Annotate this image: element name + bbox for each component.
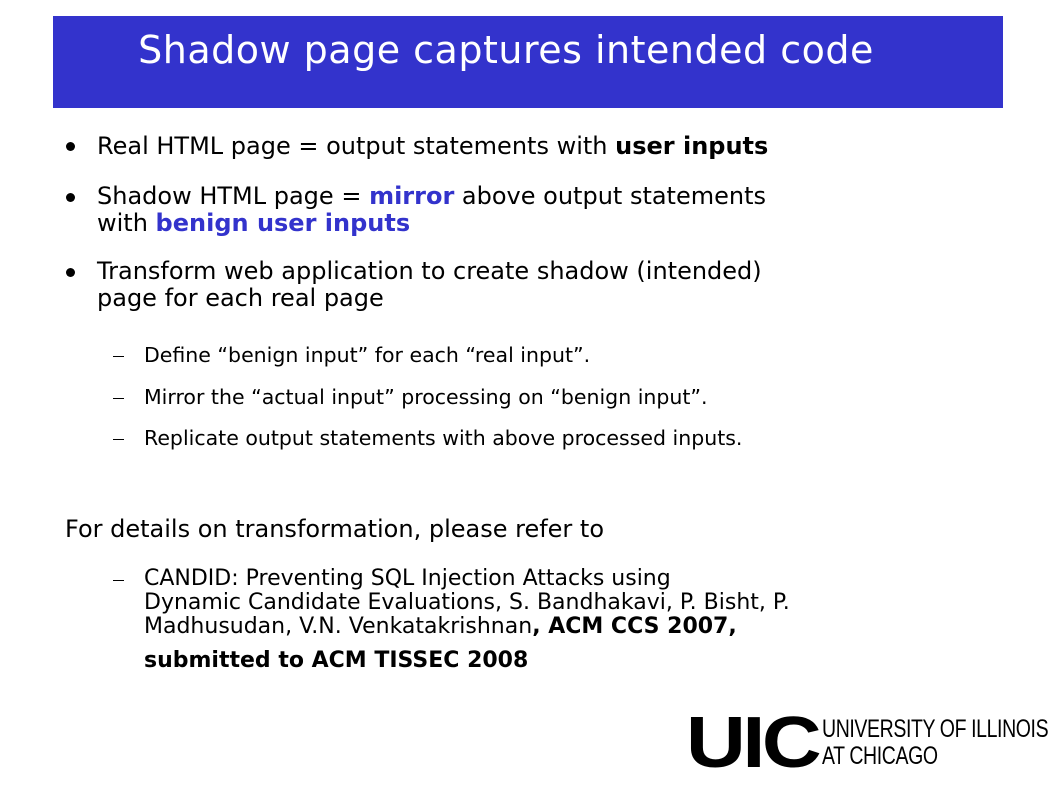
- details-intro: For details on transformation, please refer to: [65, 515, 605, 543]
- subitem-mirror-processing: Mirror the “actual input” processing on “benign input”.: [144, 385, 708, 409]
- sub-bullet-dash: [113, 439, 124, 440]
- subitem-replicate-output: Replicate output statements with above processed inputs.: [144, 426, 743, 450]
- bullet-dot: [66, 268, 75, 277]
- reference-line1: CANDID: Preventing SQL Injection Attacks using: [144, 566, 671, 591]
- logo-university-line: UNIVERSITY OF ILLINOIS: [822, 715, 1049, 743]
- uic-wordmark: UIC: [686, 703, 819, 783]
- uic-logo: [686, 703, 1058, 783]
- bullet-shadow-html-page-line1: Shadow HTML page = mirror above output statements: [97, 182, 767, 210]
- reference-line4: submitted to ACM TISSEC 2008: [144, 648, 529, 673]
- bullet-shadow-html-page-line2: with benign user inputs: [97, 209, 411, 237]
- bullet-real-html-page: Real HTML page = output statements with user inputs: [97, 132, 769, 160]
- reference-line2: Dynamic Candidate Evaluations, S. Bandhakavi, P. Bisht, P.: [144, 590, 790, 615]
- sub-bullet-dash: [113, 398, 124, 399]
- bullet-transform-line2: page for each real page: [97, 284, 384, 312]
- bullet-transform-line1: Transform web application to create shadow (intended): [97, 257, 762, 285]
- sub-bullet-dash: [113, 356, 124, 357]
- slide-title: Shadow page captures intended code: [138, 28, 874, 72]
- sub-bullet-dash: [113, 580, 124, 581]
- bullet-dot: [66, 193, 75, 202]
- bullet-dot: [66, 142, 75, 151]
- reference-line3: Madhusudan, V.N. Venkatakrishnan, ACM CCS 2007,: [144, 614, 737, 639]
- logo-chicago-line: AT CHICAGO: [822, 742, 938, 770]
- subitem-define-benign-input: Define “benign input” for each “real input”.: [144, 343, 591, 367]
